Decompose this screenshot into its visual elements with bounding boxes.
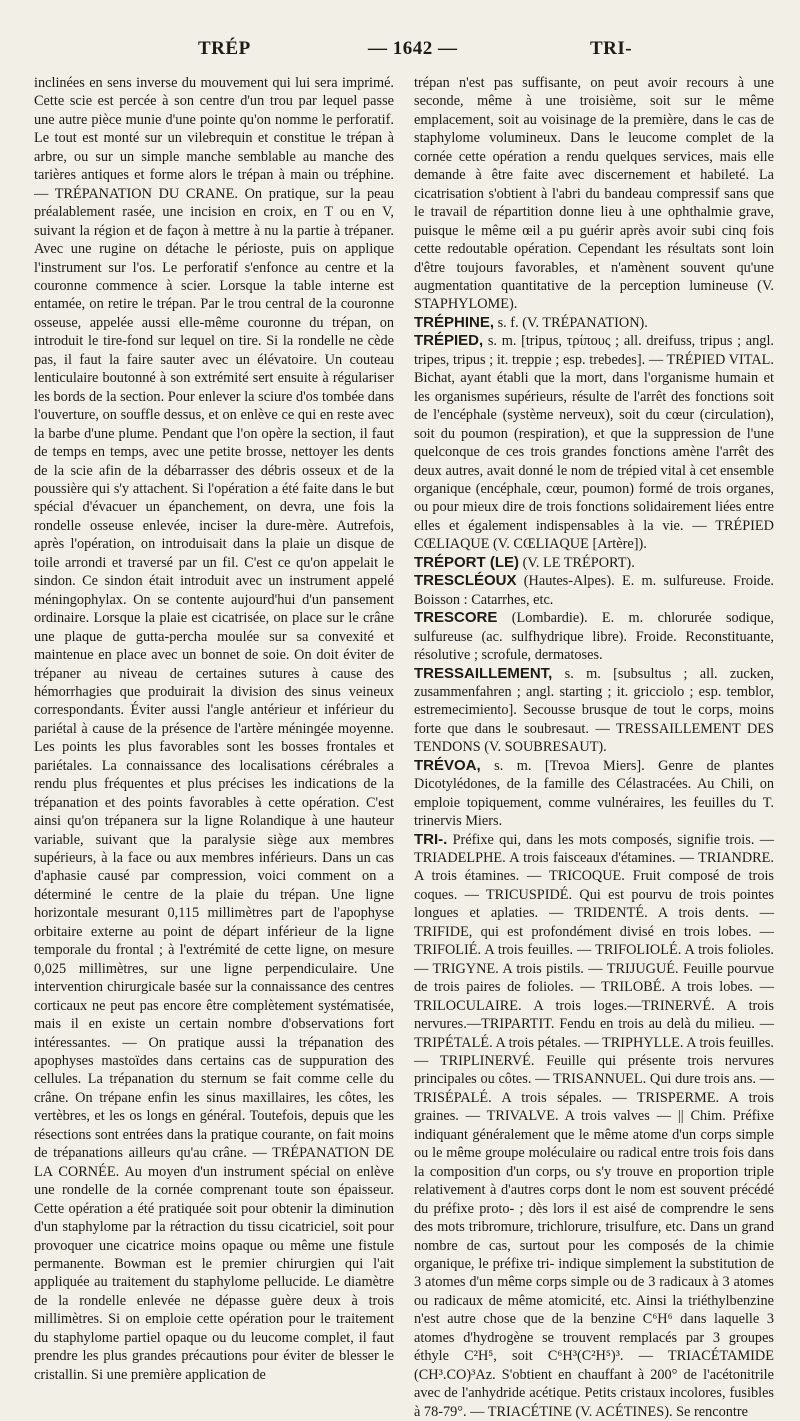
- headword: TRESCORE: [414, 609, 498, 627]
- header-right-guideword: TRI-: [590, 38, 633, 59]
- entry-trescleoux: [414, 572, 774, 609]
- two-column-body: [34, 74, 774, 1421]
- headword: TRÉPIED,: [414, 332, 484, 350]
- entry-trephine: [414, 314, 774, 332]
- header-left-guideword: TRÉP: [198, 38, 251, 59]
- definition: Préfixe qui, dans les mots composés, signifie trois. — TRIADELPHE. A trois faisceaux d'étamines. — TRIANDRE. A trois étamines. — TRICOQUE. Fruit composé de trois coques. — TRICUSPIDÉ. Qui est pourvu de trois pointes longues et aplaties. — TRIDENTÉ. A trois dents. — TRIFIDE, qui est profondément divisé en trois lobes. — TRIFOLIÉ. A trois feuilles. — TRIFOLIOLÉ. A trois folioles. — TRIGYNE. A trois pistils. — TRIJUGUÉ. Feuille pourvue de trois paires de folioles. — TRILOBÉ. A trois lobes. — TRILOCULAIRE. A trois loges.—TRINERVÉ. A trois nervures.—TRIPARTIT. Fendu en trois au delà du milieu. — TRIPÉTALÉ. A trois pétales. — TRIPHYLLE. A trois feuilles. — TRIPLINERVÉ. Feuille qui présente trois nervures principales ou côtes. — TRISANNUEL. Qui dure trois ans. — TRISÉPALÉ. A trois sépales. — TRISPERME. A trois graines. — TRIVALVE. A trois valves — || Chim. Préfixe indiquant généralement que le même atome d'un corps simple ou le même groupe moléculaire ou radical entre trois fois dans la composition d'un corps, ou s'y trouve en proportion triple relativement à d'autres corps dont le nom est souvent précédé du préfixe proto- ; dès lors il est aisé de comprendre le sens des mots tribromure, trichlorure, trisulfure, etc. Dans un grand nombre de cas, surtout pour les composés de la chimie organique, le préfixe tri- indique simplement la substitution de 3 atomes d'un même corps simple ou de 3 radicaux à 3 atomes ou radicaux de même atomicité, etc. Ainsi la triéthylbenzine n'est autre chose que de la benzine C⁶H⁶ dans laquelle 3 atomes d'hydrogène se trouvent remplacés par 3 groupes éthyle C²H⁵, soit C⁶H³(C²H⁵)³. — TRIACÉTAMIDE (CH³.CO)³Az. S'obtient en chauffant à 200° de l'acétonitrile avec de l'anhydride acétique. Petits cristaux incolores, fusibles à 78-79°. — TRIACÉTINE (V. ACÉTINES). Se rencontre: [414, 831, 774, 1420]
- right-column: [414, 74, 774, 1421]
- entry-tressaillement: [414, 665, 774, 757]
- headword: TRÉVOA,: [414, 756, 481, 774]
- paragraph-trepan-continued: trépan n'est pas suffisante, on peut avoir recours à une seconde, même à une troisième, soit sur le même emplacement, soit au voisinage de la première, dans le cas de staphylome volumineux. Dans le leucome complet de la cornée cette opération a rendu quelques services, mais elle demande à être faite avec discernement et habileté. La cicatrisation s'obtient à l'abri du bandeau compressif sans que le travail de répartition donne lieu à une ophthalmie grave, puisque le même œil a pu guérir après avoir subi cinq fois cette redoutable opération. Cependant les résultats sont loin d'être toujours favorables, et n'amènent souvent qu'une augmentation quantitative de la perception lumineuse (V. STAPHYLOME).: [414, 75, 774, 313]
- running-header: [0, 38, 800, 68]
- definition: s. f. (V. TRÉPANATION).: [494, 314, 648, 331]
- definition: s. m. [Trevoa Miers]. Genre de plantes Dicotylédones, de la famille des Célastracées. Au Chili, on emploie topiquement, comme vulnéraires, les feuilles du T. trinervis Miers.: [414, 757, 774, 830]
- entry-trescore: [414, 609, 774, 664]
- definition: s. m. [subsultus ; all. zucken, zusammenfahren ; angl. starting ; it. gricciolo ; esp. temblor, estremecimiento]. Secousse brusque de tout le corps, moins forte que dans le soubresaut. — TRESSAILLEMENT DES TENDONS (V. SOUBRESAUT).: [414, 665, 774, 756]
- definition: (Hautes-Alpes). E. m. sulfureuse. Froide. Boisson : Catarrhes, etc.: [414, 573, 774, 608]
- paragraph-trepanation-continued: inclinées en sens inverse du mouvement qui lui sera imprimé. Cette scie est percée à son centre d'un trou par lequel passe une autre pièce munie d'une pointe qu'on nomme le perforatif. Le tout est monté sur un vilebrequin et constitue le trépan à arbre, ou sur un simple manche semblable au manche des tarières antiques et forme alors le trépan à main ou tréphine. — TRÉPANATION DU CRANE. On pratique, sur la peau préalablement rasée, une incision en croix, en T ou en V, suivant la région et de façon à mettre à nu la partie à trépaner. Avec une rugine on détache le périoste, puis on applique l'instrument sur l'os. Le perforatif s'enfonce au centre et la couronne commence à scier. Lorsque la table interne est entamée, on retire le trépan. Par le trou central de la couronne osseuse, appelée aussi elle-même couronne du trépan, on introduit le tire-fond sur lequel on tire. Si la rondelle ne cède pas, il faut la faire sauter avec un élévatoire. Un couteau lenticulaire boutonné à son extrémité sert ensuite à régulariser les bords de la section. Pour enlever la sciure d'os tombée dans l'ouverture, on souffle dessus, et on enlève ce qui en reste avec la barbe d'une plume. Pendant que l'on opère la section, il faut de temps en temps, avec une petite brosse, nettoyer les dents de la scie afin de la débarrasser des débris osseux et de la poussière qui s'y attachent. Si l'opération a été faite dans le but spécial d'évacuer un épanchement, on devra, une fois la rondelle osseuse enlevée, inciser la dure-mère. Autrefois, après l'opération, on introduisait dans la plaie un disque de toile arrondi et traversé par un fil. C'est ce qu'on appelait le sindon. Ce sindon était introduit avec un instrument appelé méningophylax. On se contente aujourd'hui d'un pansement ordinaire. Lorsque la plaie est cicatrisée, on place sur le crâne une plaque de gutta-percha moulée sur sa convexité et maintenue en place avec un bonnet de soie. On doit éviter de trépaner au niveau de certaines sutures à cause des hémorrhagies que produirait la division des sinus veineux correspondants. Éviter aussi l'angle antérieur et inférieur du pariétal à cause de la présence de l'artère méningée moyenne. Les points les plus favorables sont les bosses frontales et pariétales. La connaissance des localisations cérébrales a rendu plus fréquentes et plus précises les indications de la trépanation et des points favorables à cette opération. C'est ainsi qu'on trépanera sur la ligne Rolandique à une hauteur variable, suivant que la paralysie siège aux membres supérieurs, à la face ou aux membres inférieurs. Dans un cas d'aphasie causé par compression, voici comment on a déterminé le centre de la plaie du trépan. Une ligne horizontale mesurant 0,115 millimètres part de l'apophyse orbitaire externe au point de départ inférieur de la ligne temporale du frontal ; à l'extrémité de cette ligne, on mesure 0,025 millimètres, sur une ligne perpendiculaire. Une intervention chirurgicale basée sur la connaissance des centres corticaux ne peut pas encore être complètement systématisée, mais il en existe un certain nombre d'observations fort intéressantes. — On pratique aussi la trépanation des apophyses mastoïdes dans certains cas de suppuration des cellules. La trépanation du sternum se fait comme celle du crâne. On trépane enfin les sinus maxillaires, les côtes, les vertèbres, et les os longs en général. Toutefois, depuis que les résections sont entrées dans la pratique courante, on fait moins de trépanations ailleurs qu'au crâne. — TRÉPANATION DE LA CORNÉE. Au moyen d'un instrument spécial on enlève une rondelle de la cornée comprenant toute son épaisseur. Cette opération a été pratiquée soit pour obtenir la diminution d'un staphylome par la rétraction du tissu cicatriciel, soit pour provoquer une cicatrice moins opaque ou même une fistule permanente. Bowman est le premier chirurgien qui l'ait appliquée au traitement du staphylome pellucide. Le diamètre de la rondelle enlevée ne dépasse guère deux à trois millimètres. Si on emploie cette opération pour le traitement du staphylome partiel opaque ou du leucome complet, il faut prendre les plus grandes précautions pour éviter de blesser le cristallin. Si une première application de: [34, 75, 394, 1383]
- headword: TRI-.: [414, 830, 448, 848]
- definition: (V. LE TRÉPORT).: [519, 554, 635, 571]
- headword: TRESSAILLEMENT,: [414, 664, 553, 682]
- definition: s. m. [tripus, τρίπους ; all. dreifuss, tripus ; angl. tripes, tripus ; it. treppie ; esp. trebedes]. — TRÉPIED VITAL. Bichat, ayant établi que la mort, dans l'organisme humain et les organismes supérieurs, résulte de l'arrêt des fonctions soit de l'encéphale (système nerveux), soit du cœur (circulation), soit du poumon (respiration), et que la suppression de l'une quelconque de ces trois grandes fonctions amène l'arrêt des deux autres, avait donné le nom de trépied vital à cet ensemble organique (encéphale, cœur, poumon) formé de trois organes, ou pour mieux dire de trois fonctions solidairement liées entre elles et également indispensables à la vie. — TRÉPIED CŒLIAQUE (V. CŒLIAQUE [Artère]).: [414, 333, 774, 553]
- headword: TRÉPHINE,: [414, 313, 495, 331]
- entry-treport: [414, 554, 774, 572]
- headword: TRÉPORT (LE): [414, 553, 519, 571]
- entry-trepied: [414, 332, 774, 553]
- page-number: — 1642 —: [368, 38, 458, 59]
- entry-tri: [414, 831, 774, 1421]
- headword: TRESCLÉOUX: [414, 572, 517, 590]
- left-column: [34, 74, 394, 1421]
- definition: (Lombardie). E. m. chlorurée sodique, sulfureuse (ac. sulfhydrique libre). Froide. Reconstituante, résolutive ; scrofule, dermatoses.: [414, 610, 774, 664]
- entry-trevoa: [414, 757, 774, 831]
